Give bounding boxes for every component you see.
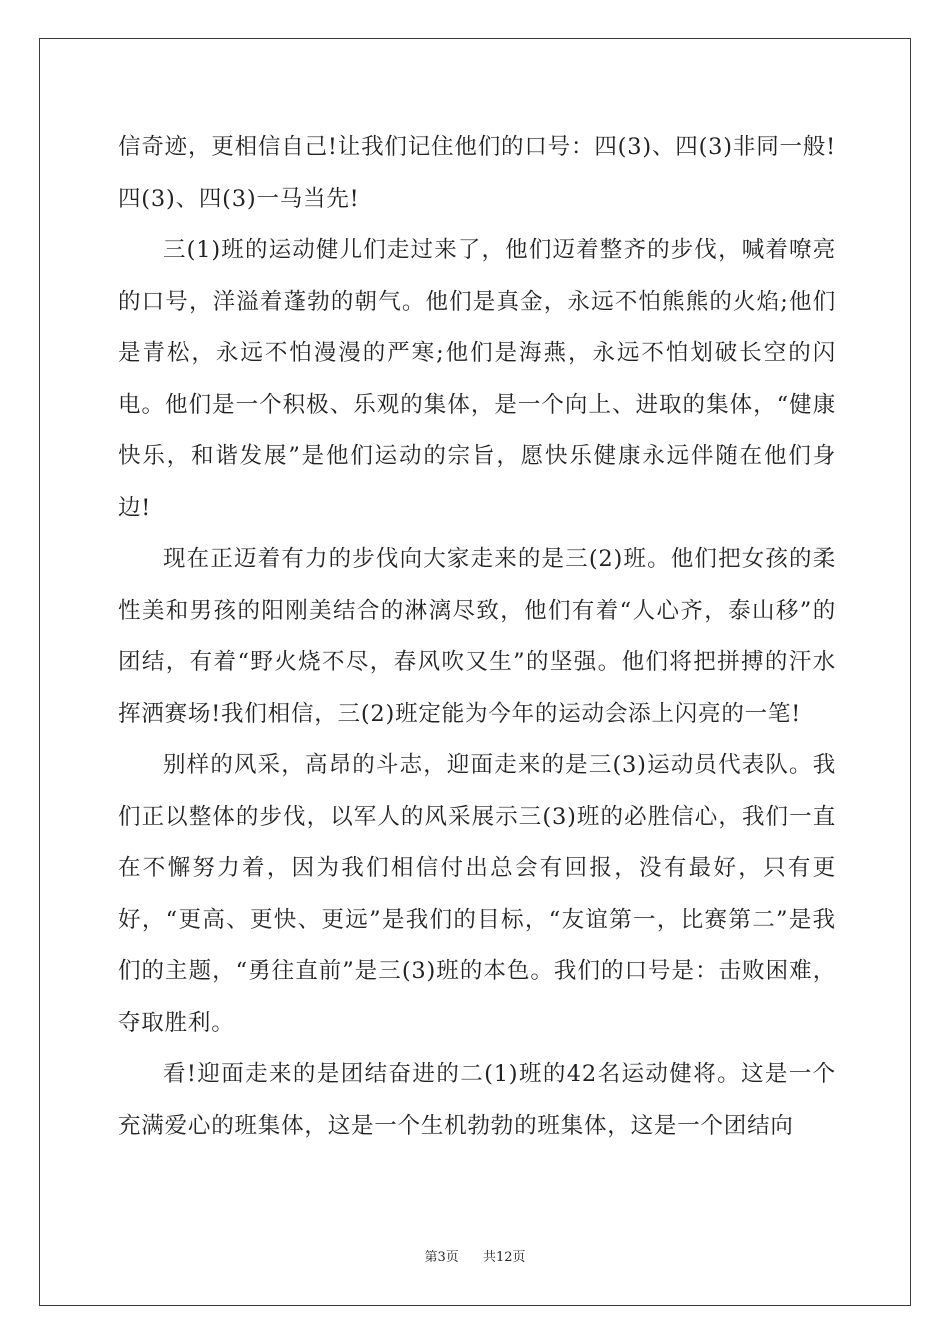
document-body: [118, 122, 836, 1152]
page-number: 第3页: [424, 1250, 459, 1265]
paragraph: 别样的风采，高昂的斗志，迎面走来的是三(3)运动员代表队。我们正以整体的步伐，以军人的风采展示三(3)班的必胜信心，我们一直在不懈努力着，因为我们相信付出总会有回报，没有最好，只有更好，“更高、更快、更远”是我们的目标，“友谊第一，比赛第二”是我们的主题，“勇往直前”是三(3)班的本色。我们的口号是：击败困难，夺取胜利。: [118, 752, 836, 1036]
page-footer: [0, 1246, 950, 1265]
paragraph: 现在正迈着有力的步伐向大家走来的是三(2)班。他们把女孩的柔性美和男孩的阳刚美结合的淋漓尽致，他们有着“人心齐，泰山移”的团结，有着“野火烧不尽，春风吹又生”的坚强。他们将把拼搏的汗水挥洒赛场!我们相信，三(2)班定能为今年的运动会添上闪亮的一笔!: [118, 546, 836, 727]
paragraph: 看!迎面走来的是团结奋进的二(1)班的42名运动健将。这是一个充满爱心的班集体，这是一个生机勃勃的班集体，这是一个团结向: [118, 1061, 836, 1139]
page-total: 共12页: [483, 1250, 526, 1265]
paragraph: 三(1)班的运动健儿们走过来了，他们迈着整齐的步伐，喊着嘹亮的口号，洋溢着蓬勃的朝气。他们是真金，永远不怕熊熊的火焰;他们是青松，永远不怕漫漫的严寒;他们是海燕，永远不怕划破长空的闪电。他们是一个积极、乐观的集体，是一个向上、进取的集体，“健康快乐，和谐发展”是他们运动的宗旨，愿快乐健康永远伴随在他们身边!: [118, 237, 836, 521]
paragraph: 信奇迹，更相信自己!让我们记住他们的口号：四(3)、四(3)非同一般!四(3)、四(3)一马当先!: [118, 134, 836, 212]
